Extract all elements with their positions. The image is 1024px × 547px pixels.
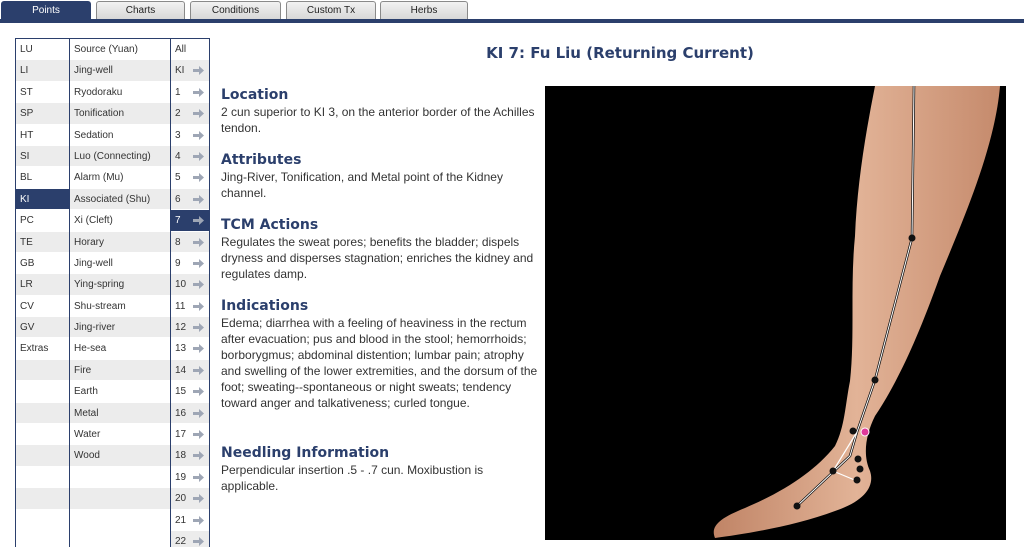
channel-point (872, 377, 879, 384)
point-item[interactable] (171, 167, 209, 188)
goto-arrow-icon (192, 151, 205, 162)
section-heading: Location (221, 87, 289, 103)
category-item[interactable] (70, 488, 172, 509)
section-heading: Needling Information (221, 445, 390, 461)
point-label: 8 (175, 236, 181, 248)
point-label: 2 (175, 108, 181, 120)
point-item[interactable] (171, 125, 209, 146)
category-item[interactable]: Associated (Shu) (70, 189, 172, 210)
point-item[interactable] (171, 103, 209, 124)
point-item[interactable] (171, 467, 209, 488)
point-label: 21 (175, 514, 187, 526)
category-item[interactable]: He-sea (70, 338, 172, 359)
goto-arrow-icon (192, 493, 205, 504)
point-item[interactable] (171, 253, 209, 274)
category-item[interactable]: Jing-well (70, 253, 172, 274)
point-label: All (175, 44, 187, 55)
category-item[interactable]: Luo (Connecting) (70, 146, 172, 167)
channel-point (794, 503, 801, 510)
section-tcm-actions (221, 217, 541, 282)
point-item[interactable] (171, 403, 209, 424)
point-item[interactable] (171, 510, 209, 531)
goto-arrow-icon (192, 194, 205, 205)
point-item[interactable] (171, 210, 209, 231)
tab-custom-tx[interactable]: Custom Tx (286, 1, 376, 20)
point-item[interactable] (171, 232, 209, 253)
point-label: KI (175, 65, 185, 77)
goto-arrow-icon (192, 258, 205, 269)
point-label: 3 (175, 129, 181, 141)
section-needling (221, 445, 541, 494)
goto-arrow-icon (192, 279, 205, 290)
category-item[interactable]: Metal (70, 403, 172, 424)
channel-point (855, 456, 862, 463)
point-item[interactable] (171, 317, 209, 338)
category-item[interactable]: Xi (Cleft) (70, 210, 172, 231)
meridian-item[interactable]: HT (16, 125, 71, 146)
point-title: KI 7: Fu Liu (Returning Current) (486, 44, 754, 62)
category-item[interactable]: Source (Yuan) (70, 39, 172, 60)
leg-illustration (545, 86, 1006, 540)
category-item[interactable]: Shu-stream (70, 296, 172, 317)
point-label: 13 (175, 343, 187, 355)
point-label: 10 (175, 279, 187, 291)
goto-arrow-icon (192, 237, 205, 248)
point-item[interactable] (171, 39, 209, 60)
point-item[interactable] (171, 381, 209, 402)
point-item[interactable] (171, 531, 209, 547)
channel-point (909, 235, 916, 242)
point-label: 22 (175, 535, 187, 547)
point-label: 6 (175, 193, 181, 205)
meridian-item[interactable]: TE (16, 232, 71, 253)
channel-point (857, 466, 864, 473)
goto-arrow-icon (192, 301, 205, 312)
meridian-item[interactable]: Extras (16, 338, 71, 359)
point-item[interactable] (171, 146, 209, 167)
tab-underline (0, 19, 1024, 23)
point-item[interactable] (171, 488, 209, 509)
goto-arrow-icon (192, 87, 205, 98)
highlight-point-ki7 (861, 428, 869, 436)
tab-herbs[interactable]: Herbs (380, 1, 468, 20)
meridian-item[interactable] (16, 381, 71, 402)
point-label: 12 (175, 322, 187, 334)
goto-arrow-icon (192, 65, 205, 76)
point-list (170, 38, 210, 547)
section-heading: TCM Actions (221, 217, 319, 233)
goto-arrow-icon (192, 365, 205, 376)
goto-arrow-icon (192, 536, 205, 547)
meridian-item[interactable]: PC (16, 210, 71, 231)
category-item[interactable]: Ryodoraku (70, 82, 172, 103)
point-item[interactable] (171, 274, 209, 295)
meridian-item[interactable] (16, 403, 71, 424)
category-item[interactable]: Fire (70, 360, 172, 381)
point-label: 9 (175, 257, 181, 269)
point-label: 1 (175, 86, 181, 98)
tab-conditions[interactable]: Conditions (190, 1, 281, 20)
goto-arrow-icon (192, 408, 205, 419)
point-label: 18 (175, 450, 187, 462)
point-item[interactable] (171, 360, 209, 381)
section-text: Jing-River, Tonification, and Metal point of the Kidney channel. (221, 170, 503, 200)
goto-arrow-icon (192, 386, 205, 397)
category-item[interactable]: Jing-well (70, 60, 172, 81)
channel-point (854, 477, 861, 484)
meridian-item[interactable]: SP (16, 103, 71, 124)
meridian-item[interactable] (16, 424, 71, 445)
meridian-item[interactable]: KI (16, 189, 71, 210)
category-list (69, 38, 172, 547)
meridian-item[interactable]: GB (16, 253, 71, 274)
category-item[interactable] (70, 510, 172, 531)
category-item[interactable]: Ying-spring (70, 274, 172, 295)
meridian-item[interactable]: GV (16, 317, 71, 338)
section-attributes (221, 152, 541, 201)
point-label: 16 (175, 407, 187, 419)
goto-arrow-icon (192, 515, 205, 526)
tab-charts[interactable]: Charts (96, 1, 185, 20)
point-label: 14 (175, 364, 187, 376)
goto-arrow-icon (192, 215, 205, 226)
category-item[interactable]: Tonification (70, 103, 172, 124)
point-item[interactable] (171, 82, 209, 103)
meridian-item[interactable]: BL (16, 167, 71, 188)
section-text: Perpendicular insertion .5 - .7 cun. Moxibustion is applicable. (221, 463, 484, 493)
meridian-item[interactable]: CV (16, 296, 71, 317)
meridian-item[interactable]: SI (16, 146, 71, 167)
point-item[interactable] (171, 189, 209, 210)
point-item[interactable] (171, 60, 209, 81)
section-heading: Indications (221, 298, 309, 314)
meridian-item[interactable] (16, 488, 71, 509)
section-heading: Attributes (221, 152, 302, 168)
meridian-item[interactable] (16, 445, 71, 466)
meridian-item[interactable]: ST (16, 82, 71, 103)
point-location-image (545, 86, 1006, 540)
point-label: 11 (175, 300, 186, 312)
point-item[interactable] (171, 338, 209, 359)
meridian-item[interactable] (16, 360, 71, 381)
tab-points[interactable]: Points (1, 1, 91, 20)
goto-arrow-icon (192, 472, 205, 483)
goto-arrow-icon (192, 322, 205, 333)
goto-arrow-icon (192, 429, 205, 440)
meridian-item[interactable]: LR (16, 274, 71, 295)
goto-arrow-icon (192, 130, 205, 141)
point-label: 17 (175, 429, 187, 441)
point-item[interactable] (171, 296, 209, 317)
section-indications (221, 298, 541, 411)
goto-arrow-icon (192, 172, 205, 183)
point-item[interactable] (171, 424, 209, 445)
point-label: 20 (175, 493, 187, 505)
category-item[interactable] (70, 467, 172, 488)
point-label: 5 (175, 172, 181, 184)
category-item[interactable]: Jing-river (70, 317, 172, 338)
goto-arrow-icon (192, 450, 205, 461)
meridian-item[interactable] (16, 467, 71, 488)
section-text: Edema; diarrhea with a feeling of heaviness in the rectum after evacuation; pus and blood in the stool; hemorrhoids; borborygmus; abdominal distention; lumbar pain; atrophy and swelling of the lower extremities, and the dorsum of the foot; sweating--spontaneous or night sweats; tendency toward anger and talkativeness; curled tongue. (221, 316, 538, 410)
goto-arrow-icon (192, 343, 205, 354)
point-label: 19 (175, 471, 187, 483)
category-item[interactable]: Sedation (70, 125, 172, 146)
point-label: 15 (175, 386, 187, 398)
point-label: 4 (175, 150, 181, 162)
section-location (221, 87, 541, 136)
point-item[interactable] (171, 445, 209, 466)
meridian-list (15, 38, 71, 547)
category-item[interactable]: Water (70, 424, 172, 445)
category-item[interactable]: Wood (70, 445, 172, 466)
tab-bar (0, 0, 1024, 22)
section-text: 2 cun superior to KI 3, on the anterior border of the Achilles tendon. (221, 105, 535, 135)
category-item[interactable]: Earth (70, 381, 172, 402)
channel-point (830, 468, 837, 475)
section-text: Regulates the sweat pores; benefits the bladder; dispels dryness and disperses stagnation; enriches the kidney and regulates damp. (221, 235, 534, 281)
meridian-item[interactable]: LI (16, 60, 71, 81)
point-label: 7 (175, 215, 181, 227)
category-item[interactable]: Alarm (Mu) (70, 167, 172, 188)
goto-arrow-icon (192, 108, 205, 119)
category-item[interactable]: Horary (70, 232, 172, 253)
channel-point (850, 428, 857, 435)
meridian-item[interactable]: LU (16, 39, 71, 60)
